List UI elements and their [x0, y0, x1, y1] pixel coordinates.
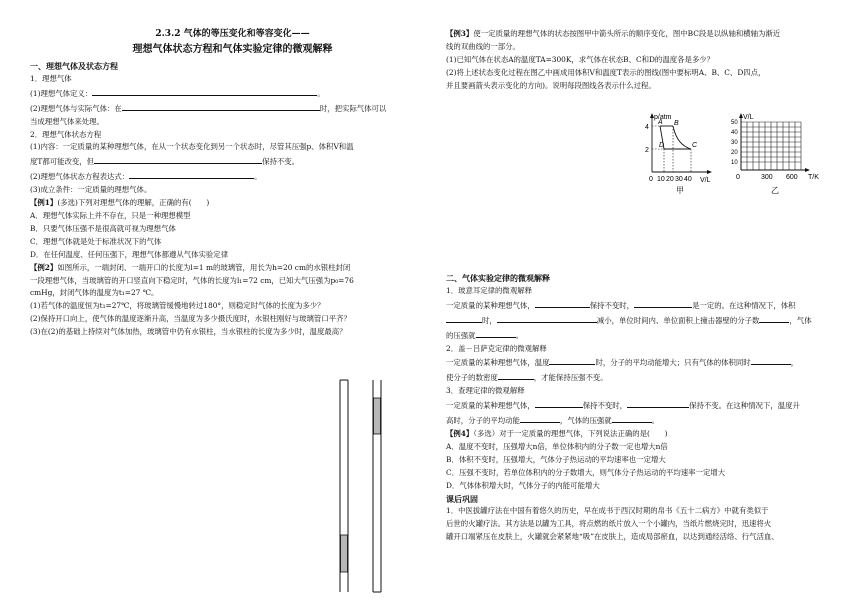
- point-label-a: A: [658, 119, 663, 126]
- option-d: D．气体体积增大时，气体分子的内能可能增大: [446, 480, 600, 490]
- fill-blank[interactable]: [122, 101, 320, 111]
- fill-blank[interactable]: [498, 370, 534, 380]
- left-column: [30, 28, 435, 339]
- subsection-heading: 2．理想气体状态方程: [30, 129, 102, 139]
- y-tick: 2: [645, 147, 649, 154]
- question-1: (1)已知气体在状态A的温度TA=300K，求气体在状态B、C和D的温度各是多少？: [446, 54, 715, 64]
- x-tick: 40: [684, 176, 692, 183]
- y-tick: 40: [731, 130, 738, 136]
- text-line: 一段理想气体，当玻璃管的开口竖直向下稳定时，气体的长度为l₁=72 cm，已知大气压强为p₀=76: [30, 275, 354, 285]
- x-axis-label: V/L: [700, 177, 711, 184]
- option-c: C．压强不变时，若单位体积内的分子数增大，则气体分子热运动的平均速率一定增大: [446, 467, 726, 477]
- glass-tube-figure: [330, 370, 400, 600]
- x-tick: 300: [761, 174, 773, 181]
- section-heading: 二、气体实验定律的微观解释: [446, 273, 550, 283]
- subsection-heading: 1．理想气体: [30, 73, 72, 83]
- text-line: (1)内容：一定质量的某种理想气体，在从一个状态变化到另一个状态时，尽管其压强p、体积V和温: [30, 142, 354, 152]
- fill-blank[interactable]: [549, 355, 595, 365]
- text-line: (1)理想气体定义： 。: [30, 86, 435, 101]
- x-tick: 0: [649, 176, 653, 183]
- text-line: 时， 减小，单位时间内、单位面积上撞击器壁的分子数 ，气体: [446, 313, 846, 328]
- y-axis-label: p/atm: [654, 114, 672, 121]
- fill-blank[interactable]: [92, 86, 317, 96]
- x-tick: 30: [675, 176, 683, 183]
- fill-blank[interactable]: [612, 413, 652, 423]
- figure-caption: 甲: [676, 186, 684, 194]
- question-2: (2)保持开口向上，使气体的温度逐渐升高，当温度为多少摄氏度时，水银柱刚好与玻璃管口平齐？: [30, 314, 351, 324]
- right-column-lower: [446, 272, 846, 544]
- text-line: 线的双曲线的一部分。: [446, 41, 520, 51]
- x-tick: 0: [736, 174, 740, 181]
- point-label-d: D: [659, 142, 665, 149]
- mercury-column: [374, 398, 381, 434]
- question-2: (2)将上述状态变化过程在图乙中画成用体积V和温度T表示的图线(图中要标明A、B、C、D四点，: [446, 67, 766, 77]
- x-tick: 600: [786, 174, 798, 181]
- y-tick: 4: [645, 124, 649, 131]
- y-tick: 50: [731, 120, 738, 126]
- example-3-stem: 【例3】使一定质量的理想气体的状态按图甲中箭头所示的顺序变化，图中BC段是以纵轴和横轴为渐近: [446, 29, 781, 38]
- question-3: (3)在(2)的基础上持续对气体加热，玻璃管中仍有水银柱，当水银柱的长度为多少时，温度最高？: [30, 327, 347, 337]
- option-b: B．体积不变时，压强增大，气体分子热运动的平均速率也一定增大: [446, 454, 666, 464]
- subsection-heading: 2．盖－吕萨克定律的微观解释: [446, 343, 547, 353]
- text-line: 的压强就 。: [446, 328, 846, 343]
- text-line: 使分子的数密度 ，才能保持压强不变。: [446, 370, 846, 385]
- question-1: (1)若气体的温度恒为t₁=27℃，将玻璃管缓慢地转过180°，则稳定时气体的长度为多少？: [30, 301, 325, 311]
- y-tick: 10: [731, 160, 738, 166]
- option-a: A．理想气体实际上并不存在，只是一种理想模型: [30, 210, 191, 220]
- text-line: 当成理想气体来处理。: [30, 116, 104, 126]
- homework-text: 1．中医拔罐疗法在中国有着悠久的历史，早在成书于西汉时期的帛书《五十二病方》中就有类似于: [446, 506, 769, 516]
- y-axis-label: V/L: [743, 114, 754, 121]
- x-tick: 20: [666, 176, 674, 183]
- text-line: (2)理想气体与实际气体：在 时，把实际气体可以: [30, 101, 435, 116]
- example-4-stem: 【例4】（多选）对于一定质量的理想气体，下列说法正确的是( ): [446, 428, 668, 438]
- fill-blank[interactable]: [535, 298, 590, 308]
- y-tick: 20: [731, 150, 738, 156]
- figure-jia-pv-diagram: [636, 112, 716, 194]
- text-line: 一定质量的某种理想气体， 保持不变时， 是一定的。在这种情况下，体积: [446, 298, 846, 313]
- subsection-heading: 1．玻意耳定律的微观解释: [446, 285, 533, 295]
- figure-yi-vt-grid: [728, 112, 820, 194]
- figure-caption: 乙: [771, 186, 779, 194]
- text-line: 一定质量的某种理想气体，温度 时，分子的平均动能增大；只有气体的体积同时 ，: [446, 355, 846, 370]
- fill-blank[interactable]: [476, 328, 516, 338]
- point-label-c: C: [692, 142, 698, 149]
- mercury-column: [341, 535, 348, 572]
- fill-blank[interactable]: [751, 355, 791, 365]
- text-line: cmHg，封闭气体的温度为t₁=27 ℃。: [30, 288, 159, 298]
- lesson-title: 2.3.2 气体的等压变化和等容变化——: [155, 29, 310, 39]
- section-heading: 课后巩固: [446, 493, 478, 504]
- fill-blank[interactable]: [497, 313, 597, 323]
- text-line: 一定质量的某种理想气体， 保持不变时， 保持不变。在这种情况下，温度升: [446, 398, 846, 413]
- section-heading: 一、理想气体及状态方程: [30, 61, 118, 71]
- option-b: B．只要气体压强不是很高就可视为理想气体: [30, 223, 176, 233]
- y-tick: 30: [731, 140, 738, 146]
- homework-text: 罐开口端紧压在皮肤上，火罐就会紧紧地“吸”在皮肤上，造成局部瘀血，以达到通经活络、行气活血、: [446, 532, 779, 542]
- example-1-stem: 【例1】(多选)下列对理想气体的理解，正确的有( ): [30, 198, 210, 208]
- homework-text: 后世的火罐疗法。其方法是以罐为工具，将点燃的纸片放入一个小罐内，当纸片燃烧完时，迅速将火: [446, 519, 772, 529]
- option-c: C．理想气体就是处于标准状况下的气体: [30, 236, 162, 246]
- fill-blank[interactable]: [129, 169, 254, 179]
- fill-blank[interactable]: [535, 398, 583, 408]
- fill-blank[interactable]: [94, 154, 262, 164]
- text-line: (2)理想气体状态方程表达式： 。: [30, 169, 435, 184]
- example-2-stem: 【例2】如图所示，一端封闭、一端开口的长度为l=1 m的玻璃管，用长为h=20 cm的水银柱封闭: [30, 262, 351, 272]
- right-column: [446, 28, 846, 93]
- text-line: 度T都可能改变，但 保持不变。: [30, 154, 435, 169]
- x-tick: 10: [657, 176, 665, 183]
- point-label-b: B: [674, 120, 679, 127]
- text-line: (3)成立条件：一定质量的理想气体。: [30, 185, 152, 195]
- text-line: 高时，分子的平均动能 ，气体的压强就 。: [446, 413, 846, 428]
- fill-blank[interactable]: [446, 313, 482, 323]
- subsection-heading: 3．查理定律的微观解释: [446, 386, 525, 396]
- text-line: 并且要画箭头表示变化的方向)。说明每段图线各表示什么过程。: [446, 80, 656, 90]
- option-a: A．温度不变时，压强增大n倍，单位体积内的分子数一定也增大n倍: [446, 441, 668, 451]
- fill-blank[interactable]: [634, 298, 692, 308]
- fill-blank[interactable]: [759, 313, 789, 323]
- option-d: D．在任何温度、任何压强下，理想气体都遵从气体实验定律: [30, 249, 229, 259]
- fill-blank[interactable]: [627, 398, 689, 408]
- lesson-subtitle: 理想气体状态方程和气体实验定律的微观解释: [132, 44, 333, 55]
- x-axis-label: T/K: [808, 174, 819, 181]
- fill-blank[interactable]: [520, 413, 560, 423]
